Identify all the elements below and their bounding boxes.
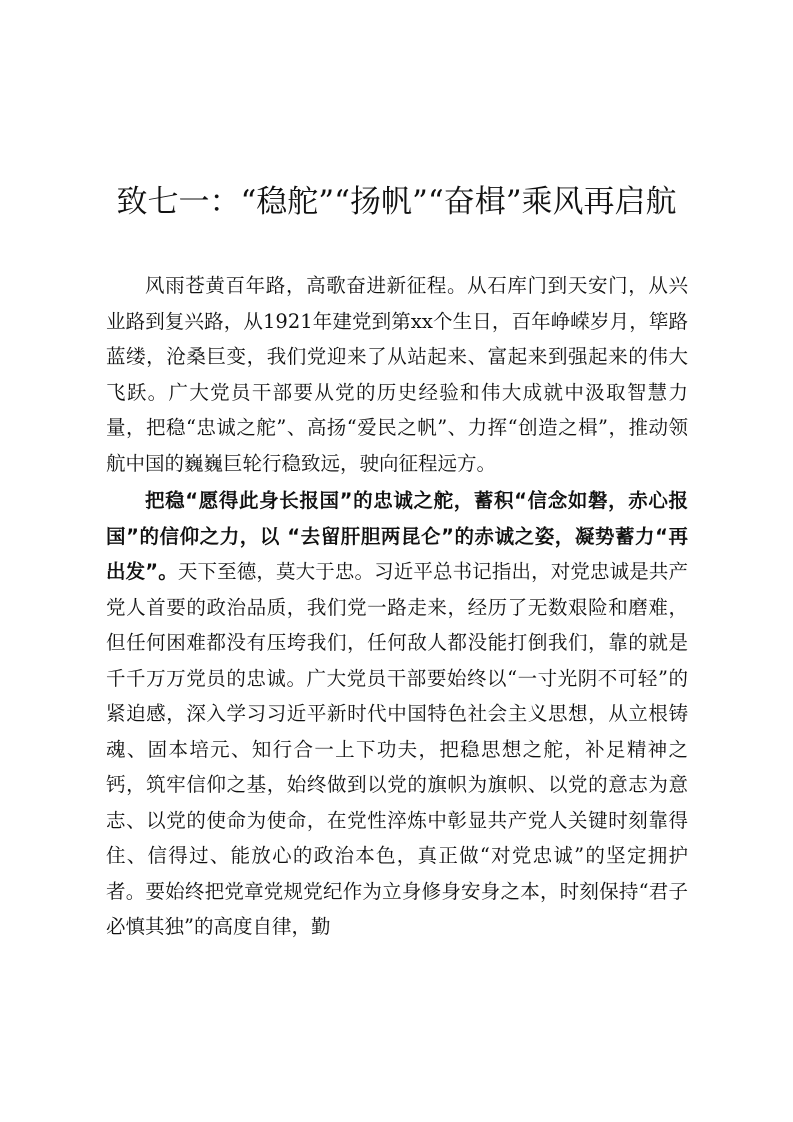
paragraph-loyalty-text: 天下至德，莫大于忠。习近平总书记指出，对党忠诚是共产党人首要的政治品质，我们党一路走来，经历了无数艰险和磨难，但任何困难都没有压垮我们，任何敌人都没能打倒我们，靠的就是千千万万党员的忠诚。广大党员干部要始终以“一寸光阴不可轻”的紧迫感，深入学习习近平新时代中国特色社会主义思想，从立根铸魂、固本培元、知行合一上下功夫，把稳思想之舵，补足精神之钙，筑牢信仰之基，始终做到以党的旗帜为旗帜、以党的意志为意志、以党的使命为使命，在党性淬炼中彰显共产党人关键时刻靠得住、信得过、能放心的政治本色，真正做“对党忠诚”的坚定拥护者。要始终把党章党规党纪作为立身修身安身之本，时刻保持“君子必慎其独”的高度自律，勤 [106,560,688,938]
paragraph-loyalty [106,483,688,945]
document-body [106,268,688,947]
document-title: 致七一：“稳舵”“扬帆”“奋楫”乘风再启航 [116,184,677,220]
paragraph-loyalty-heading: 把稳“愿得此身长报国”的忠诚之舵，蓄积“信念如磐，赤心报国”的信仰之力，以 “去留肝胆两昆仑”的赤诚之姿，凝势蓄力“再出发”。 [106,489,688,583]
paragraph-intro: 风雨苍黄百年路，高歌奋进新征程。从石库门到天安门，从兴业路到复兴路，从1921年建党到第xx个生日，百年峥嵘岁月，筚路蓝缕，沧桑巨变，我们党迎来了从站起来、富起来到强起来的伟大飞跃。广大党员干部要从党的历史经验和伟大成就中汲取智慧力量，把稳“忠诚之舵”、高扬“爱民之帆”、力挥“创造之楫”，推动领航中国的巍巍巨轮行稳致远，驶向征程远方。 [106,274,688,475]
